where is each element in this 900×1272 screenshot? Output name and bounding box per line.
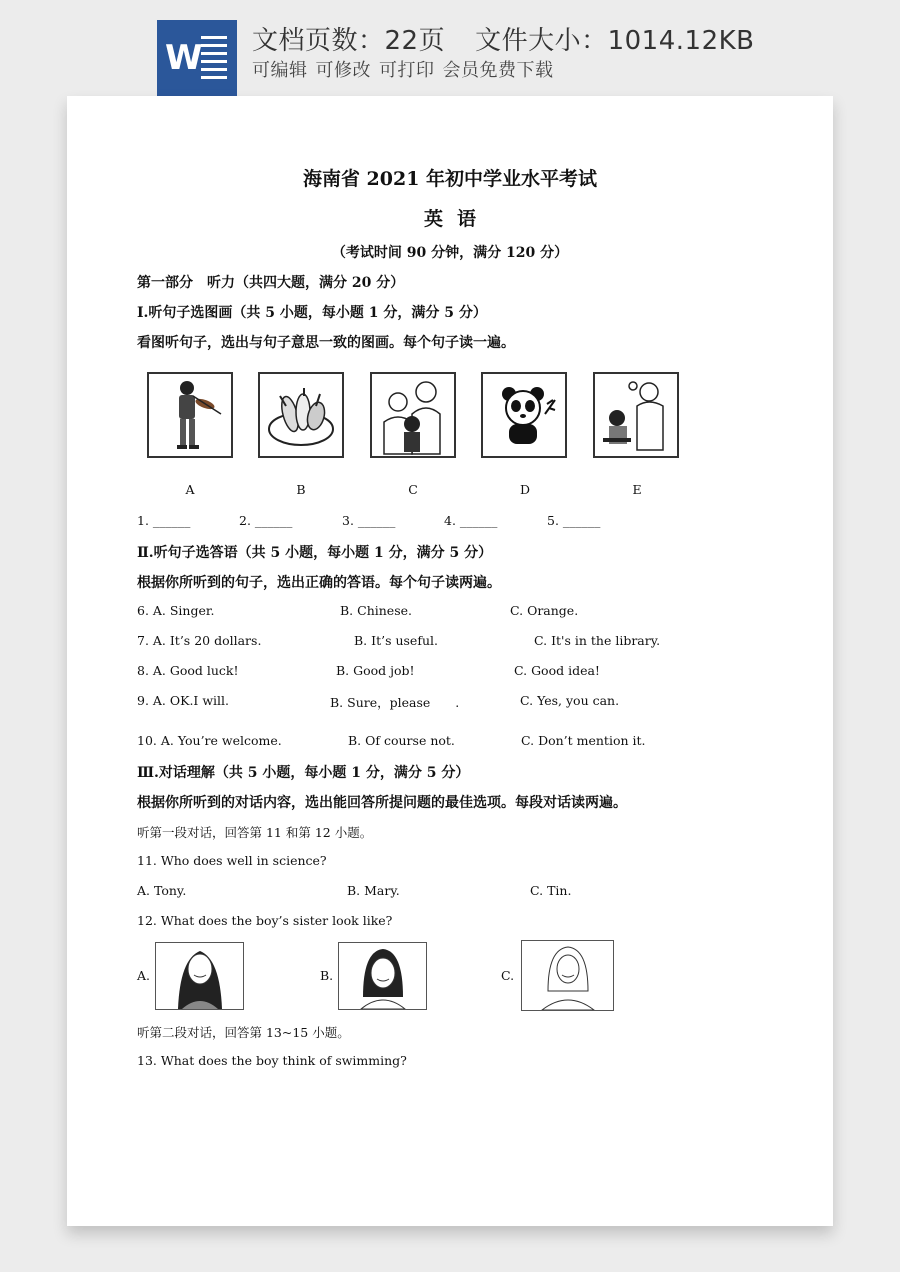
feature-member-download: 会员免费下载 bbox=[442, 60, 554, 81]
q9-option-c: C. Yes, you can. bbox=[520, 693, 620, 708]
picture-label-a: A bbox=[185, 482, 195, 497]
q11-option-b: B. Mary. bbox=[347, 883, 400, 898]
file-size: 文件大小：1014.12KB bbox=[475, 26, 755, 56]
feature-list bbox=[252, 56, 554, 82]
dialog2-note: 听第二段对话，回答第 13~15 小题。 bbox=[137, 1025, 350, 1040]
part1-heading: 第一部分 听力（共四大题，满分 20 分） bbox=[137, 275, 405, 291]
section1-heading: Ⅰ.听句子选图画（共 5 小题，每小题 1 分，满分 5 分） bbox=[137, 305, 487, 321]
photo-shoulder-dark-hair bbox=[338, 942, 427, 1010]
q8-option-b: B. Good job! bbox=[336, 663, 415, 678]
answer-blank-2: 2. ______ bbox=[239, 513, 293, 528]
picture-vegetables bbox=[258, 372, 344, 458]
section3-heading: Ⅲ.对话理解（共 5 小题，每小题 1 分，满分 5 分） bbox=[137, 765, 470, 781]
q10-option-a: 10. A. You’re welcome. bbox=[137, 733, 282, 748]
section2-heading: Ⅱ.听句子选答语（共 5 小题，每小题 1 分，满分 5 分） bbox=[137, 545, 493, 561]
photo-blonde-hair bbox=[521, 940, 614, 1011]
q7-option-b: B. It’s useful. bbox=[354, 633, 438, 648]
q8-option-a: 8. A. Good luck! bbox=[137, 663, 239, 678]
q10-option-b: B. Of course not. bbox=[348, 733, 455, 748]
q7-option-a: 7. A. It’s 20 dollars. bbox=[137, 633, 262, 648]
q6-option-c: C. Orange. bbox=[510, 603, 579, 618]
q12-option-b-label: B. bbox=[320, 968, 334, 983]
q6-option-a: 6. A. Singer. bbox=[137, 603, 215, 618]
picture-label-e: E bbox=[632, 482, 642, 497]
feature-modifiable: 可修改 bbox=[315, 60, 371, 81]
section2-instruction: 根据你所听到的句子，选出正确的答语。每个句子读两遍。 bbox=[137, 575, 501, 591]
q9-option-a: 9. A. OK.I will. bbox=[137, 693, 230, 708]
picture-panda bbox=[481, 372, 567, 458]
q12-text: 12. What does the boy’s sister look like? bbox=[137, 913, 393, 928]
file-meta-line bbox=[252, 20, 755, 57]
feature-printable: 可打印 bbox=[379, 60, 435, 81]
q11-option-c: C. Tin. bbox=[530, 883, 572, 898]
q11-text: 11. Who does well in science? bbox=[137, 853, 327, 868]
q13-text: 13. What does the boy think of swimming? bbox=[137, 1053, 407, 1068]
exam-title: 海南省 2021 年初中学业水平考试 bbox=[302, 168, 598, 190]
picture-label-c: C bbox=[408, 482, 418, 497]
q11-option-a: A. Tony. bbox=[137, 883, 187, 898]
word-document-icon: W bbox=[157, 20, 237, 96]
picture-doctor bbox=[593, 372, 679, 458]
q12-option-a-label: A. bbox=[137, 968, 151, 983]
q7-option-c: C. It's in the library. bbox=[534, 633, 661, 648]
answer-blank-3: 3. ______ bbox=[342, 513, 396, 528]
q12-option-c-label: C. bbox=[501, 968, 515, 983]
picture-family bbox=[370, 372, 456, 458]
picture-label-d: D bbox=[519, 482, 531, 497]
page-count: 文档页数：22页 bbox=[252, 26, 446, 56]
picture-label-b: B bbox=[296, 482, 306, 497]
q8-option-c: C. Good idea! bbox=[514, 663, 600, 678]
answer-blank-4: 4. ______ bbox=[444, 513, 498, 528]
dialog1-note: 听第一段对话，回答第 11 和第 12 小题。 bbox=[137, 825, 373, 840]
answer-blank-5: 5. ______ bbox=[547, 513, 601, 528]
feature-editable: 可编辑 bbox=[252, 60, 308, 81]
picture-violinist bbox=[147, 372, 233, 458]
document-page bbox=[67, 96, 833, 1226]
photo-long-dark-hair bbox=[155, 942, 244, 1010]
q9-option-b: B. Sure，please . bbox=[330, 695, 460, 710]
download-banner bbox=[0, 0, 900, 98]
exam-subject: 英语 bbox=[423, 208, 490, 230]
section1-instruction: 看图听句子，选出与句子意思一致的图画。每个句子读一遍。 bbox=[137, 335, 515, 351]
q6-option-b: B. Chinese. bbox=[340, 603, 412, 618]
q10-option-c: C. Don’t mention it. bbox=[521, 733, 646, 748]
exam-time-note: （考试时间 90 分钟，满分 120 分） bbox=[331, 245, 569, 261]
section3-instruction: 根据你所听到的对话内容，选出能回答所提问题的最佳选项。每段对话读两遍。 bbox=[137, 795, 627, 811]
answer-blank-1: 1. ______ bbox=[137, 513, 191, 528]
